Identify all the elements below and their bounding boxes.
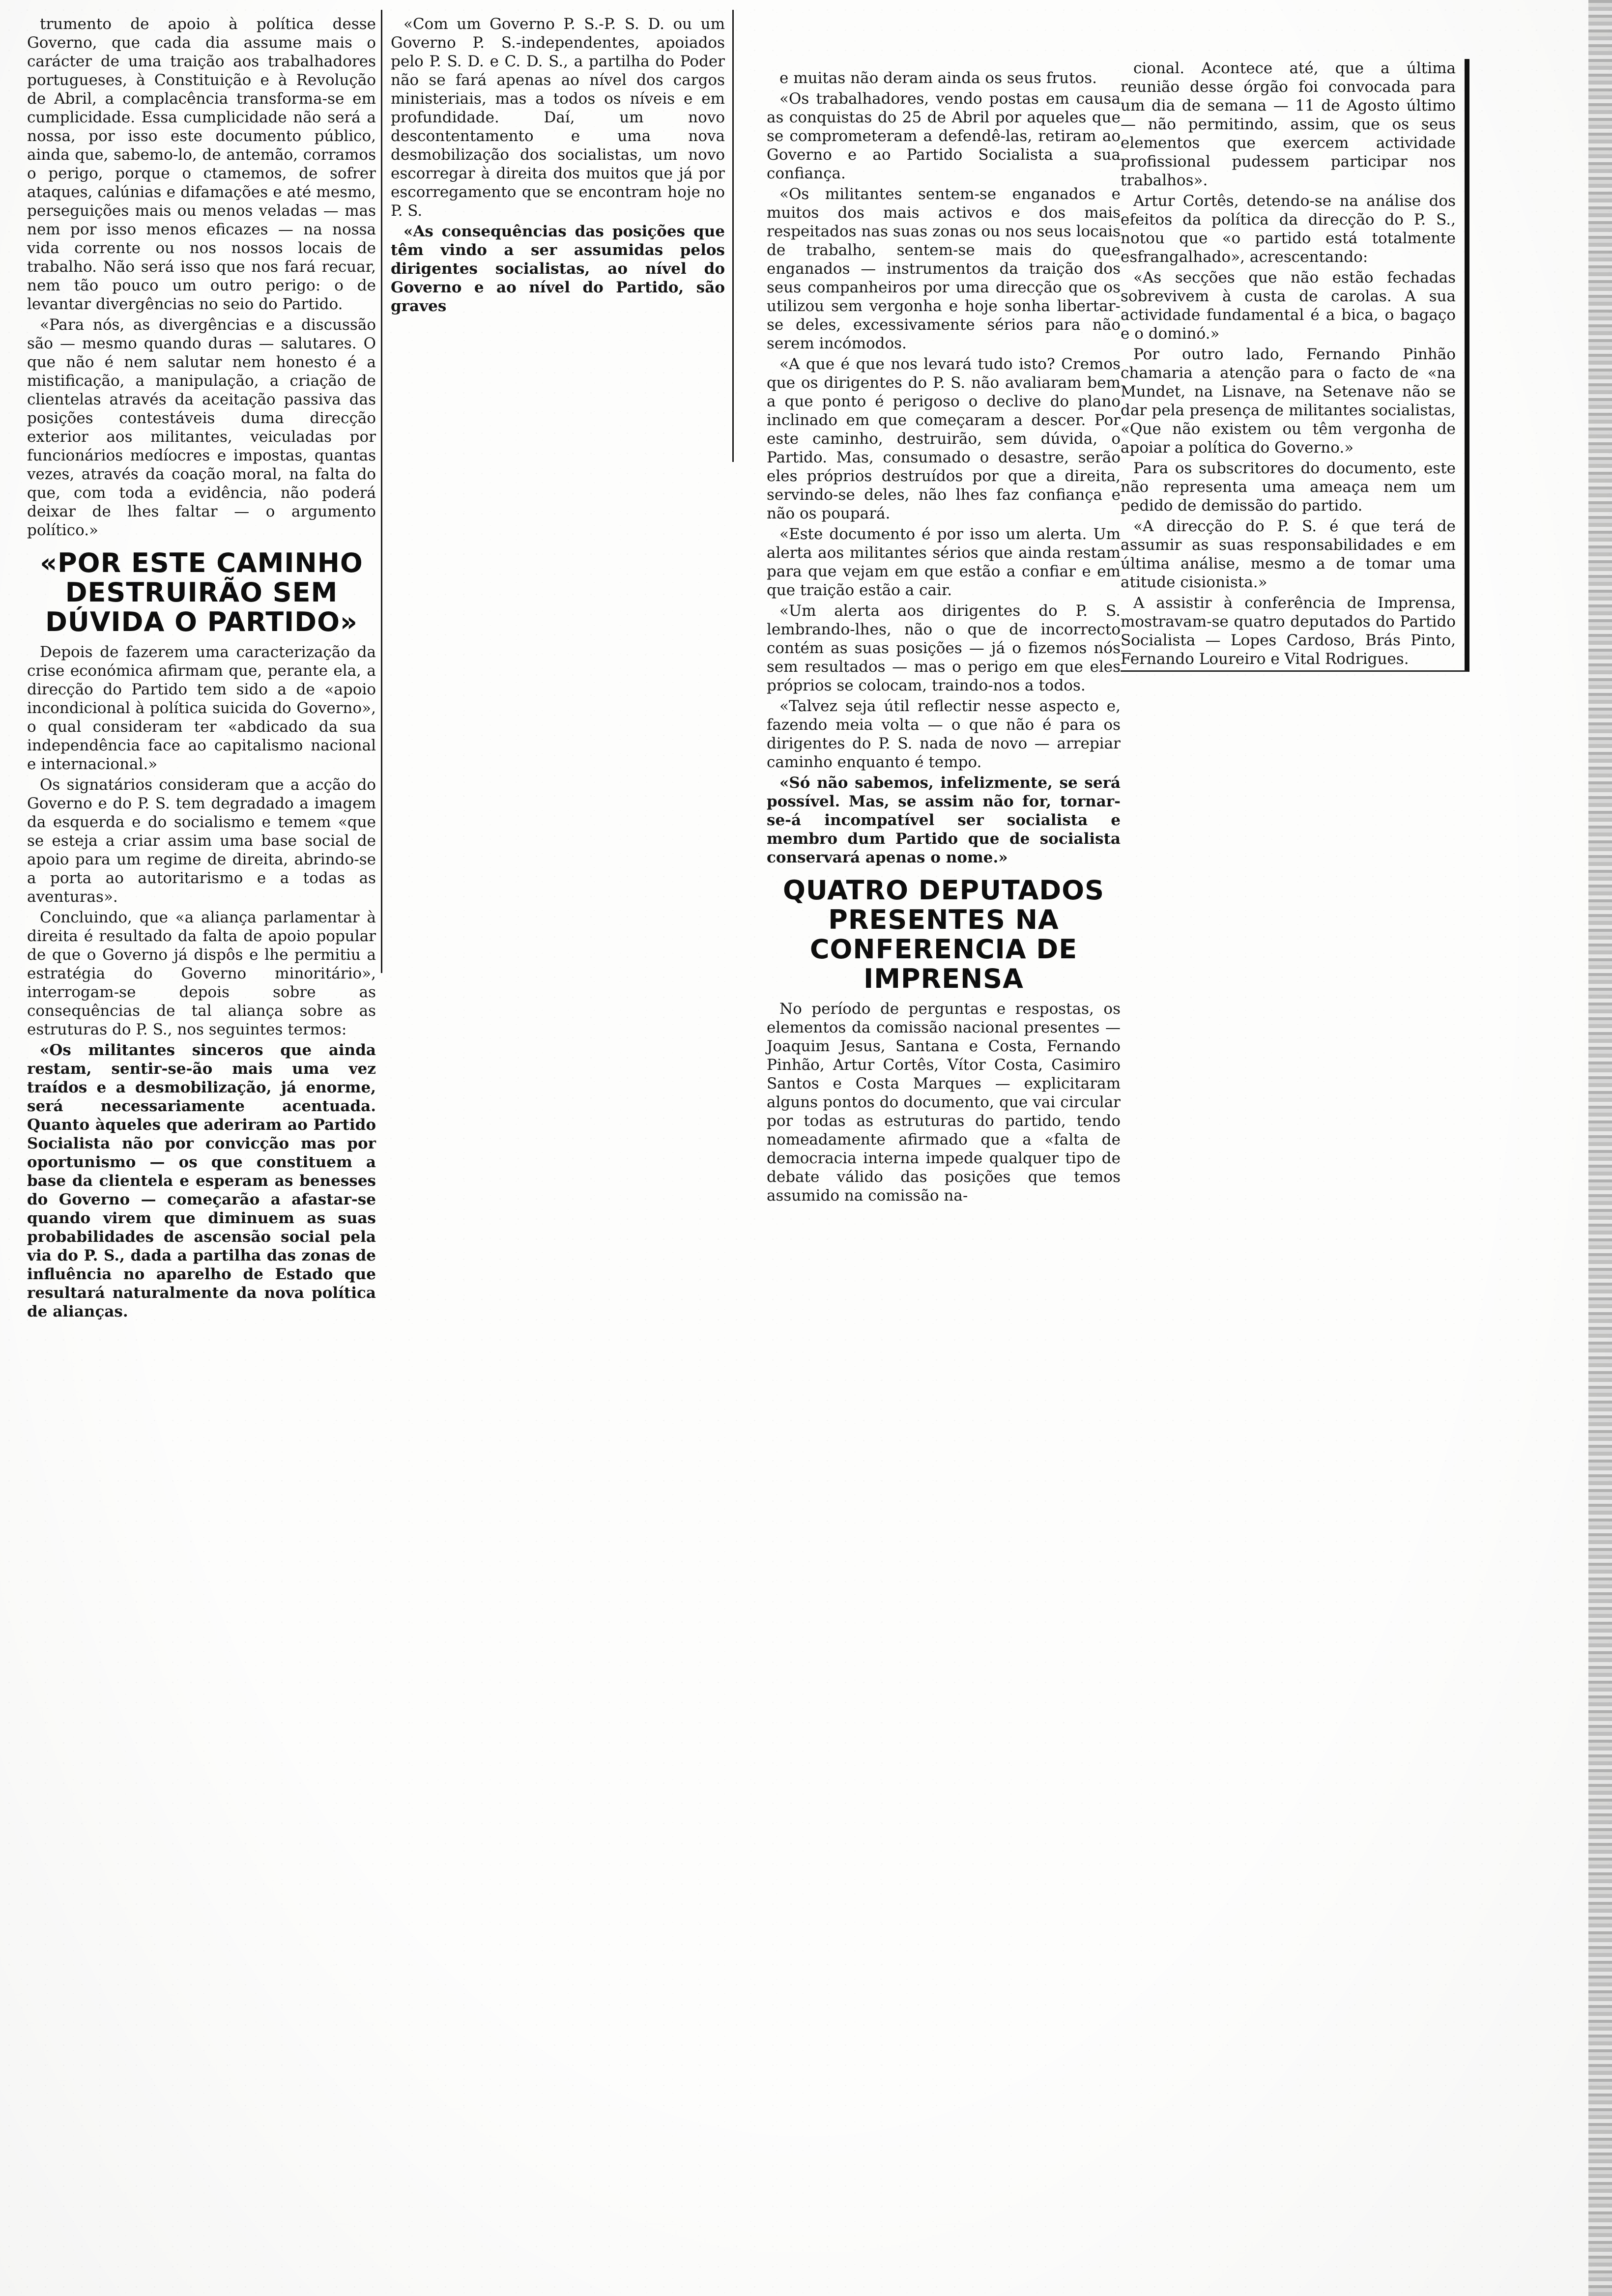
article-paragraph: «A que é que nos levará tudo isto? Cremos que os dirigentes do P. S. não avaliaram bem a que ponto é perigoso o declive do plano inclinado em que começaram a descer. Por este caminho, destruirão, sem dúvida, o Partido. Mas, consumado o desastre, serão eles próprios destruídos por que a direita, servindo-se deles, não lhes faz confiança e não os poupará. [767,355,1121,522]
column-2 [391,15,725,317]
article-paragraph: «A direcção do P. S. é que terá de assumir as suas responsabilidades e em última análise, mesmo a de tomar uma atitude cisionista.» [1121,517,1456,591]
column-4-box [1121,59,1469,672]
article-paragraph: «Talvez seja útil reflectir nesse aspecto e, fazendo meia volta — o que não é para os dirigentes do P. S. nada de novo — arrepiar caminho enquanto é tempo. [767,697,1121,771]
article-paragraph: Por outro lado, Fernando Pinhão chamaria a atenção para o facto de «na Mundet, na Lisnave, na Setenave não se dar pela presença de militantes socialistas, «Que não existem ou têm vergonha de apoiar a política do Governo.» [1121,345,1456,457]
article-paragraph: Os signatários consideram que a acção do Governo e do P. S. tem degradado a imagem da esquerda e do socialismo e temem «que se esteja a criar assim uma base social de apoio para um regime de direita, abrindo-se a porta ao autoritarismo e a todas as aventuras». [27,776,376,906]
article-paragraph: «Os trabalhadores, vendo postas em causa as conquistas do 25 de Abril por aqueles que se comprometeram a defendê-las, retiram ao Governo e ao Partido Socialista a sua confiança. [767,90,1121,182]
column-1 [27,15,376,1323]
article-paragraph: Concluindo, que «a aliança parlamentar à direita é resultado da falta de apoio popular de que o Governo já dispôs e lhe permitiu a estratégia do Governo minoritário», interrogam-se depois sobre as consequências de tal aliança sobre as estruturas do P. S., nos seguintes termos: [27,909,376,1038]
article-paragraph: «Só não sabemos, infelizmente, se será possível. Mas, se assim não for, tornar-se-á incompatível ser socialista e membro dum Partido que de socialista conservará apenas o nome.» [767,774,1121,866]
article-paragraph: No período de perguntas e respostas, os elementos da comissão nacional presentes — Joaquim Jesus, Santana e Costa, Fernando Pinhão, Artur Cortês, Vítor Costa, Casimiro Santos e Costa Marques — explicitaram alguns pontos do documento, que vai circular por todas as estruturas do partido, tendo nomeadamente afirmado que a «falta de democracia interna impede qualquer tipo de debate válido das posições que temos assumido na comissão na- [767,1000,1121,1205]
section-heading-caminho: «POR ESTE CAMINHO DESTRUIRÃO SEM DÚVIDA O PARTIDO» [40,547,363,637]
article-paragraph: Depois de fazerem uma caracterização da crise económica afirmam que, perante ela, a direcção do Partido tem sido a de «apoio incondicional à política suicida do Governo», o qual consideram ter «abdicado da sua independência face ao capitalismo nacional e internacional.» [27,643,376,773]
article-paragraph: «Os militantes sentem-se enganados e muitos dos mais activos e dos mais respeitados nas suas zonas ou nos seus locais de trabalho, sentem-se mais do que enganados — instrumentos da traição dos seus companheiros por uma direcção que os utilizou sem vergonha e hoje sonha libertar-se deles, excessivamente sérios para não serem incómodos. [767,185,1121,352]
article-paragraph: «Este documento é por isso um alerta. Um alerta aos militantes sérios que ainda restam para que vejam em que estão a confiar e em que traição estão a cair. [767,525,1121,599]
column-rule-2 [732,10,734,462]
column-4 [1121,59,1469,672]
article-paragraph: «As secções que não estão fechadas sobrevivem à custa de carolas. A sua actividade fundamental é a bica, o bagaço e o dominó.» [1121,269,1456,343]
article-paragraph: «Os militantes sinceros que ainda restam, sentir-se-ão mais uma vez traídos e a desmobilização, já enorme, será necessariamente acentuada. Quanto àqueles que aderiram ao Partido Socialista não por convicção mas por oportunismo — os que constituem a base da clientela e esperam as benesses do Governo — começarão a afastar-se quando virem que diminuem as suas probabilidades de ascensão social pela via do P. S., dada a partilha das zonas de influência no aparelho de Estado que resultará naturalmente da nova política de alianças. [27,1041,376,1320]
article-paragraph: Para os subscritores do documento, este não representa uma ameaça nem um pedido de demissão do partido. [1121,459,1456,515]
article-paragraph: «Um alerta aos dirigentes do P. S. lembrando-lhes, não o que de incorrecto contém as suas posições — já o fizemos nós sem resultados — mas o perigo em que eles próprios se colocam, traindo-nos a todos. [767,602,1121,694]
scan-edge-strip [1588,0,1612,2296]
article-paragraph: cional. Acontece até, que a última reunião desse órgão foi convocada para um dia de semana — 11 de Agosto último — não permitindo, assim, que os seus elementos que exercem actividade profissional pudessem participar nos trabalhos». [1121,59,1456,189]
article-paragraph: «As consequências das posições que têm vindo a ser assumidas pelos dirigentes socialistas, ao nível do Governo e ao nível do Partido, são graves [391,223,725,315]
column-rule-1 [381,10,382,973]
section-heading-deputados: QUATRO DEPUTADOS PRESENTES NA CONFERENCIA DE IMPRENSA [782,875,1104,994]
article-paragraph: «Para nós, as divergências e a discussão são — mesmo quando duras — salutares. O que não é nem salutar nem honesto é a mistificação, a manipulação, a criação de clientelas através da aceitação passiva das posições contestáveis duma direcção exterior aos militantes, veiculadas por funcionários medíocres e impostas, quantas vezes, através da coação moral, na falta do que, com toda a evidência, não poderá deixar de lhes faltar — o argumento político.» [27,316,376,539]
column-3 [767,69,1121,1207]
article-paragraph: e muitas não deram ainda os seus frutos. [779,69,1097,87]
article-paragraph: «Com um Governo P. S.-P. S. D. ou um Governo P. S.-independentes, apoiados pelo P. S. D. e C. D. S., a partilha do Poder não se fará apenas ao nível dos cargos ministeriais, mas a todos os níveis e em profundidade. Daí, um novo descontentamento e uma nova desmobilização dos socialistas, um novo escorregar à direita dos muitos que já por escorregamento que se encontram hoje no P. S. [391,15,725,220]
article-paragraph: A assistir à conferência de Imprensa, mostravam-se quatro deputados do Partido Socialista — Lopes Cardoso, Brás Pinto, Fernando Loureiro e Vital Rodrigues. [1121,594,1456,668]
article-paragraph: Artur Cortês, detendo-se na análise dos efeitos da política da direcção do P. S., notou que «o partido está totalmente esfrangalhado», acrescentando: [1121,192,1456,266]
article-paragraph: trumento de apoio à política desse Governo, que cada dia assume mais o carácter de uma traição aos trabalhadores portugueses, à Constituição e à Revolução de Abril, a complacência transforma-se em cumplicidade. Essa cumplicidade não será a nossa, por isso este documento público, ainda que, sabemo-lo, de antemão, corramos o perigo, porque o ctamemos, de sofrer ataques, calúnias e difamações e até mesmo, perseguições mais ou menos veladas — mas nem por isso menos eficazes — na nossa vida corrente ou nos nossos locais de trabalho. Não será isso que nos fará recuar, nem tão pouco um outro perigo: o de levantar divergências no seio do Partido. [27,15,376,313]
